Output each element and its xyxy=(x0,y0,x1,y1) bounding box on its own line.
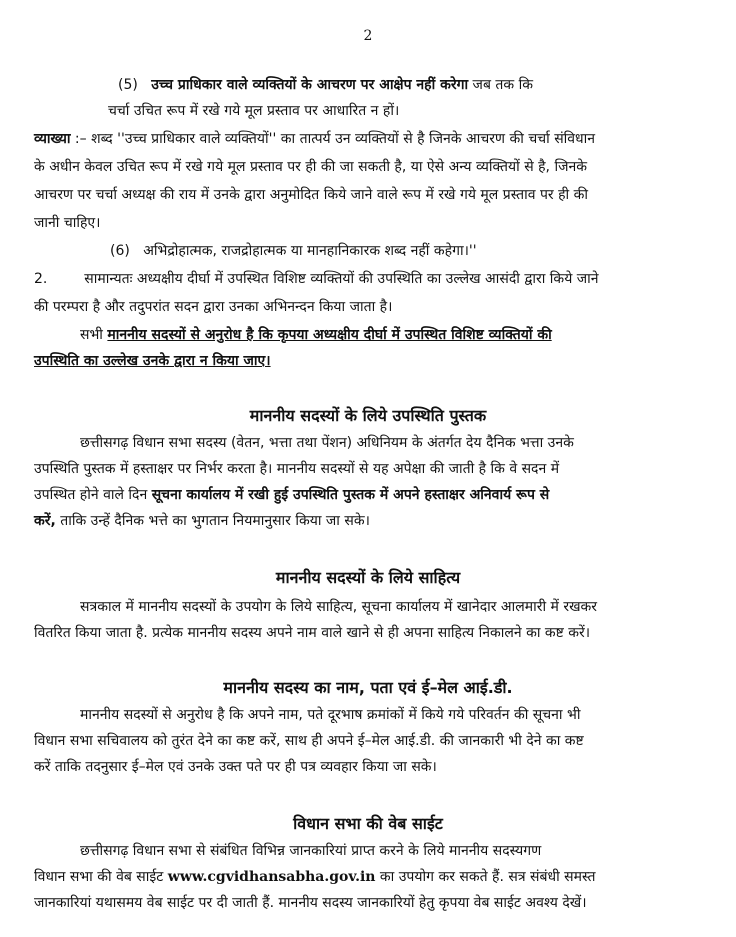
rule-6-text: अभिद्रोहात्मक, राजद्रोहात्मक या मानहानिकारक शब्द नहीं कहेगा।'' xyxy=(143,243,477,259)
explanation-line-2: के अधीन केवल उचित रूप में रखे गये मूल प्रस्ताव पर ही की जा सकती है, या ऐसे अन्य व्यक्तियों से है, जिनके xyxy=(34,159,587,175)
explanation-line-3: आचरण पर चर्चा अध्यक्ष की राय में उनके द्वारा अनुमोदित किये जाने वाले रूप में रखे गये मूल प्रस्ताव पर ही की xyxy=(34,187,588,203)
attendance-text-4-plain: ताकि उन्हें दैनिक भत्ते का भुगतान नियमानुसार किया जा सके। xyxy=(55,513,370,529)
attendance-text-4-bold: करें, xyxy=(34,513,56,529)
website-line-2 xyxy=(34,868,595,886)
para-2-line-3 xyxy=(80,326,552,344)
rule-6-number: (6) xyxy=(110,243,130,259)
para-2-number: 2. xyxy=(34,271,48,287)
explanation-line-4: जानी चाहिए। xyxy=(34,215,101,231)
attendance-text-3-plain: उपस्थित होने वाले दिन xyxy=(34,487,152,503)
attendance-line-2: उपस्थिति पुस्तक में हस्ताक्षर पर निर्भर करता है। माननीय सदस्यों से यह अपेक्षा की जाती है कि वे सदन में xyxy=(34,461,560,477)
website-url-link[interactable]: www.cgvidhansabha.gov.in xyxy=(167,869,376,885)
para-2-line-1 xyxy=(34,270,599,288)
rule-5-line-2: चर्चा उचित रूप में रखे गये मूल प्रस्ताव पर आधारित न हों। xyxy=(108,103,400,119)
para-2-text-3-bold: माननीय सदस्यों से अनुरोध है कि कृपया अध्यक्षीय दीर्घा में उपस्थित विशिष्ट व्यक्तियों की xyxy=(107,327,552,343)
contact-line-2: विधान सभा सचिवालय को तुरंत देने का कष्ट करें, साथ ही अपने ई–मेल आई.डी. की जानकारी भी देने का कष्ट xyxy=(34,733,584,749)
literature-heading: माननीय सदस्यों के लिये साहित्य xyxy=(275,568,461,587)
page-number: 2 xyxy=(363,28,373,44)
website-line-3: जानकारियां यथासमय वेब साईट पर दी जाती हैं. माननीय सदस्य जानकारियों हेतु कृपया वेब साईट अवश्य देखें। xyxy=(34,895,587,911)
attendance-heading: माननीय सदस्यों के लिये उपस्थिति पुस्तक xyxy=(249,406,487,425)
website-text-2-a: विधान सभा की वेब साईट xyxy=(34,869,168,885)
contact-line-3: करें ताकि तदनुसार ई–मेल एवं उनके उक्त पते पर ही पत्र व्यवहार किया जा सके। xyxy=(34,759,437,775)
para-2-text-1: सामान्यतः अध्यक्षीय दीर्घा में उपस्थित विशिष्ट व्यक्तियों की उपस्थिति का उल्लेख आसंदी द्वारा किये जाने xyxy=(84,271,599,287)
explanation-label: व्याख्या xyxy=(34,131,71,147)
para-2-line-2: की परम्परा है और तदुपरांत सदन द्वारा उनका अभिनन्दन किया जाता है। xyxy=(34,299,393,315)
rule-5-line-1 xyxy=(118,76,533,94)
para-2-text-3-plain: सभी xyxy=(80,327,108,343)
explanation-line-1 xyxy=(34,130,595,148)
contact-line-1: माननीय सदस्यों से अनुरोध है कि अपने नाम, पते दूरभाष क्रमांकों में किये गये परिवर्तन की सूचना भी xyxy=(80,707,581,723)
rule-5-rest-text: जब तक कि xyxy=(468,77,533,93)
literature-line-1: सत्रकाल में माननीय सदस्यों के उपयोग के लिये साहित्य, सूचना कार्यालय में खानेदार आलमारी में रखकर xyxy=(80,599,598,615)
attendance-line-1: छत्तीसगढ़ विधान सभा सदस्य (वेतन, भत्ता तथा पेंशन) अधिनियम के अंतर्गत देय दैनिक भत्ता उनके xyxy=(80,435,574,451)
website-text-2-b: का उपयोग कर सकते हैं. सत्र संबंधी समस्त xyxy=(375,869,596,885)
contact-heading: माननीय सदस्य का नाम, पता एवं ई–मेल आई.डी. xyxy=(223,678,513,697)
attendance-line-4 xyxy=(34,512,370,530)
rule-5-bold-text: उच्च प्राधिकार वाले व्यक्तियों के आचरण पर आक्षेप नहीं करेगा xyxy=(151,77,469,93)
literature-line-2: वितरित किया जाता है. प्रत्येक माननीय सदस्य अपने नाम वाले खाने से ही अपना साहित्य निकालने का कष्ट करें। xyxy=(34,625,591,641)
para-2-line-4: उपस्थिति का उल्लेख उनके द्वारा न किया जाए। xyxy=(34,353,271,369)
rule-6-line xyxy=(110,242,477,260)
attendance-line-3 xyxy=(34,486,549,504)
explanation-text-1: :– शब्द ''उच्च प्राधिकार वाले व्यक्तियों'' का तात्पर्य उन व्यक्तियों से है जिनके आचरण की चर्चा संविधान xyxy=(70,131,596,147)
website-line-1: छत्तीसगढ़ विधान सभा से संबंधित विभिन्न जानकारियां प्राप्त करने के लिये माननीय सदस्यगण xyxy=(80,843,542,859)
attendance-text-3-bold: सूचना कार्यालय में रखी हुई उपस्थिति पुस्तक में अपने हस्ताक्षर अनिवार्य रूप से xyxy=(151,487,550,503)
rule-5-number: (5) xyxy=(118,77,138,93)
website-heading: विधान सभा की वेब साईट xyxy=(293,814,443,833)
